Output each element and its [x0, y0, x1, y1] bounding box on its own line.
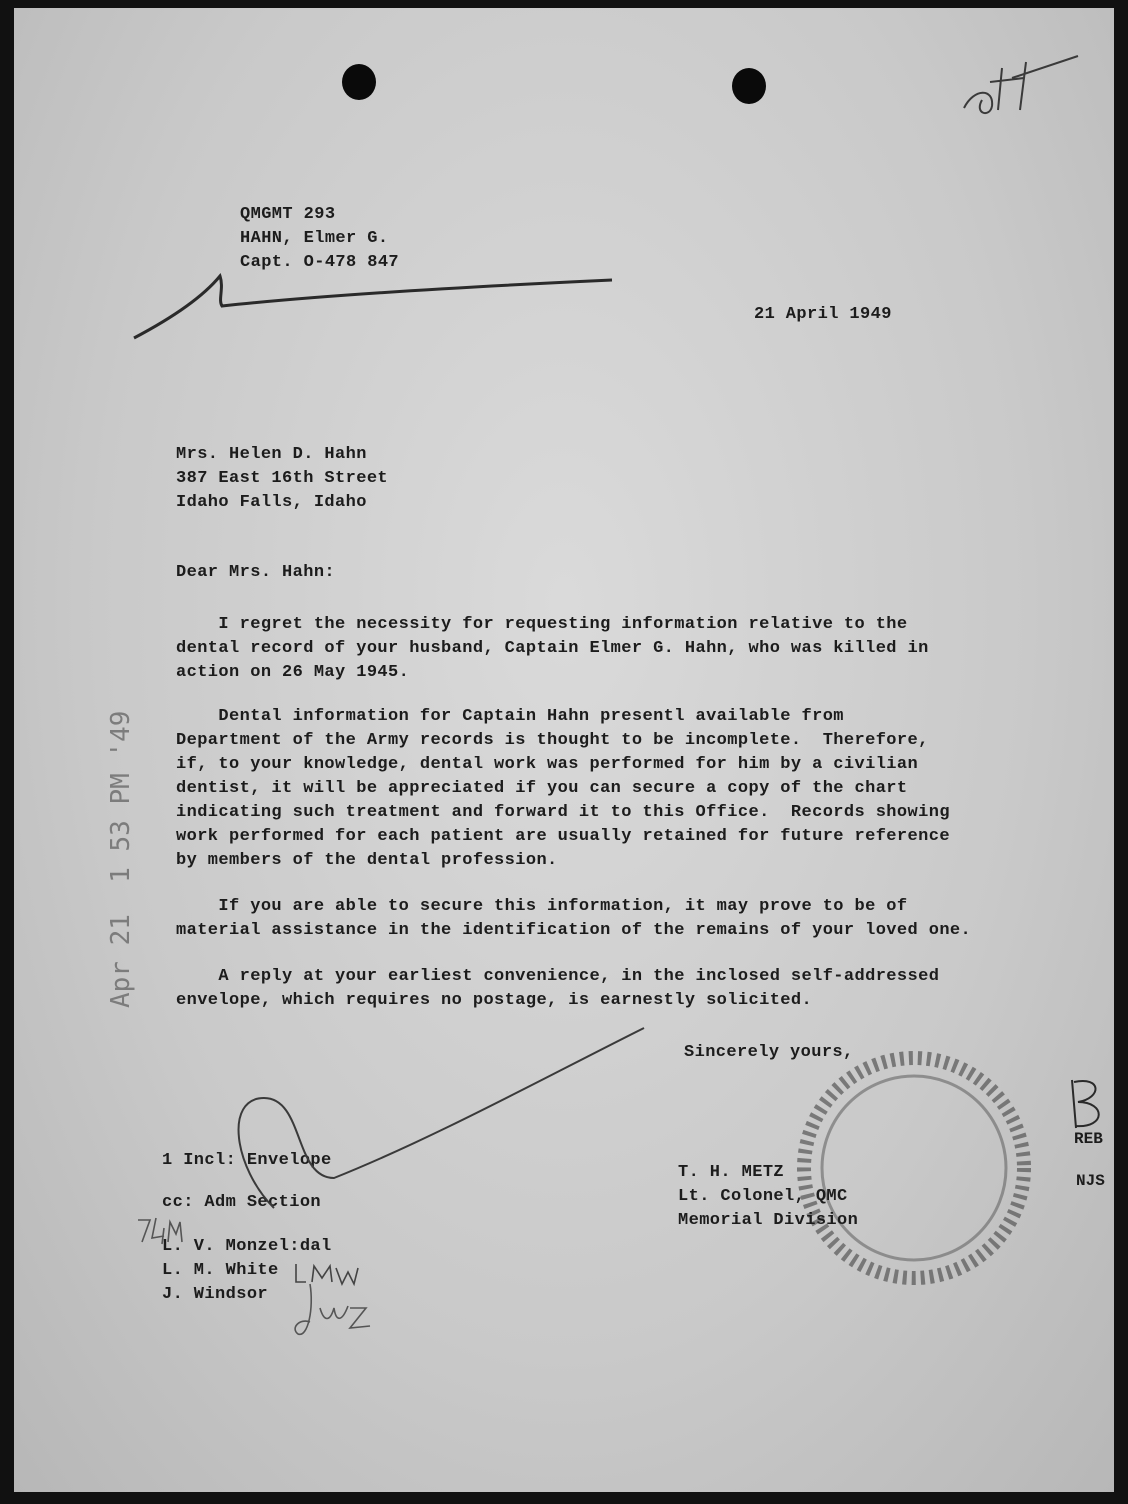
body-line: dentist, it will be appreciated if you can secure a copy of the chart	[176, 779, 908, 798]
salutation: Dear Mrs. Hahn:	[176, 563, 336, 582]
typist-line: L. V. Monzel:dal	[162, 1237, 332, 1256]
body-line: indicating such treatment and forward it to this Office. Records showing	[176, 803, 950, 822]
handwritten-jwz-initials	[290, 1278, 380, 1348]
cc-line: cc: Adm Section	[162, 1193, 322, 1212]
body-line: envelope, which requires no postage, is earnestly solicited.	[176, 991, 813, 1010]
handwritten-74m-note	[134, 1214, 184, 1250]
body-line: Dental information for Captain Hahn presentl available from	[176, 707, 844, 726]
punch-hole-right	[732, 68, 766, 104]
file-reference: QMGMT 293	[240, 205, 336, 224]
rank-serial: Capt. O-478 847	[240, 253, 400, 272]
address-line-3: Idaho Falls, Idaho	[176, 493, 367, 512]
body-line: dental record of your husband, Captain Elmer G. Hahn, who was killed in	[176, 639, 929, 658]
address-line-1: Mrs. Helen D. Hahn	[176, 445, 367, 464]
reviewer-initials: REB	[1074, 1130, 1103, 1148]
body-line: if, to your knowledge, dental work was performed for him by a civilian	[176, 755, 919, 774]
received-date-stamp: Apr 21 1 53 PM '49	[106, 710, 136, 1008]
letter-date: 21 April 1949	[754, 305, 892, 324]
signer-title: Lt. Colonel, QMC	[678, 1187, 848, 1206]
body-line: I regret the necessity for requesting information relative to the	[176, 615, 908, 634]
enclosure-line: 1 Incl: Envelope	[162, 1151, 332, 1170]
subject-name: HAHN, Elmer G.	[240, 229, 389, 248]
signer-name: T. H. METZ	[678, 1163, 785, 1182]
body-line: If you are able to secure this information, it may prove to be of	[176, 897, 908, 916]
closing: Sincerely yours,	[684, 1043, 854, 1062]
typist-line: J. Windsor	[162, 1285, 269, 1304]
pen-loop-mark	[214, 1018, 654, 1218]
reviewer-initials: NJS	[1076, 1172, 1105, 1190]
punch-hole-left	[342, 64, 376, 100]
signer-division: Memorial Division	[678, 1211, 859, 1230]
handwritten-margin-letter	[1062, 1076, 1112, 1132]
typist-line: L. M. White	[162, 1261, 279, 1280]
handwritten-att-mark	[954, 48, 1094, 128]
address-line-2: 387 East 16th Street	[176, 469, 389, 488]
pen-strike-mark	[132, 258, 632, 348]
body-line: A reply at your earliest convenience, in the inclosed self-addressed	[176, 967, 940, 986]
body-line: Department of the Army records is thought to be incomplete. Therefore,	[176, 731, 929, 750]
body-line: action on 26 May 1945.	[176, 663, 410, 682]
office-seal-stamp	[794, 1038, 1034, 1298]
body-line: by members of the dental profession.	[176, 851, 558, 870]
body-line: work performed for each patient are usually retained for future reference	[176, 827, 950, 846]
letter-page	[14, 8, 1114, 1492]
body-line: material assistance in the identification of the remains of your loved one.	[176, 921, 972, 940]
